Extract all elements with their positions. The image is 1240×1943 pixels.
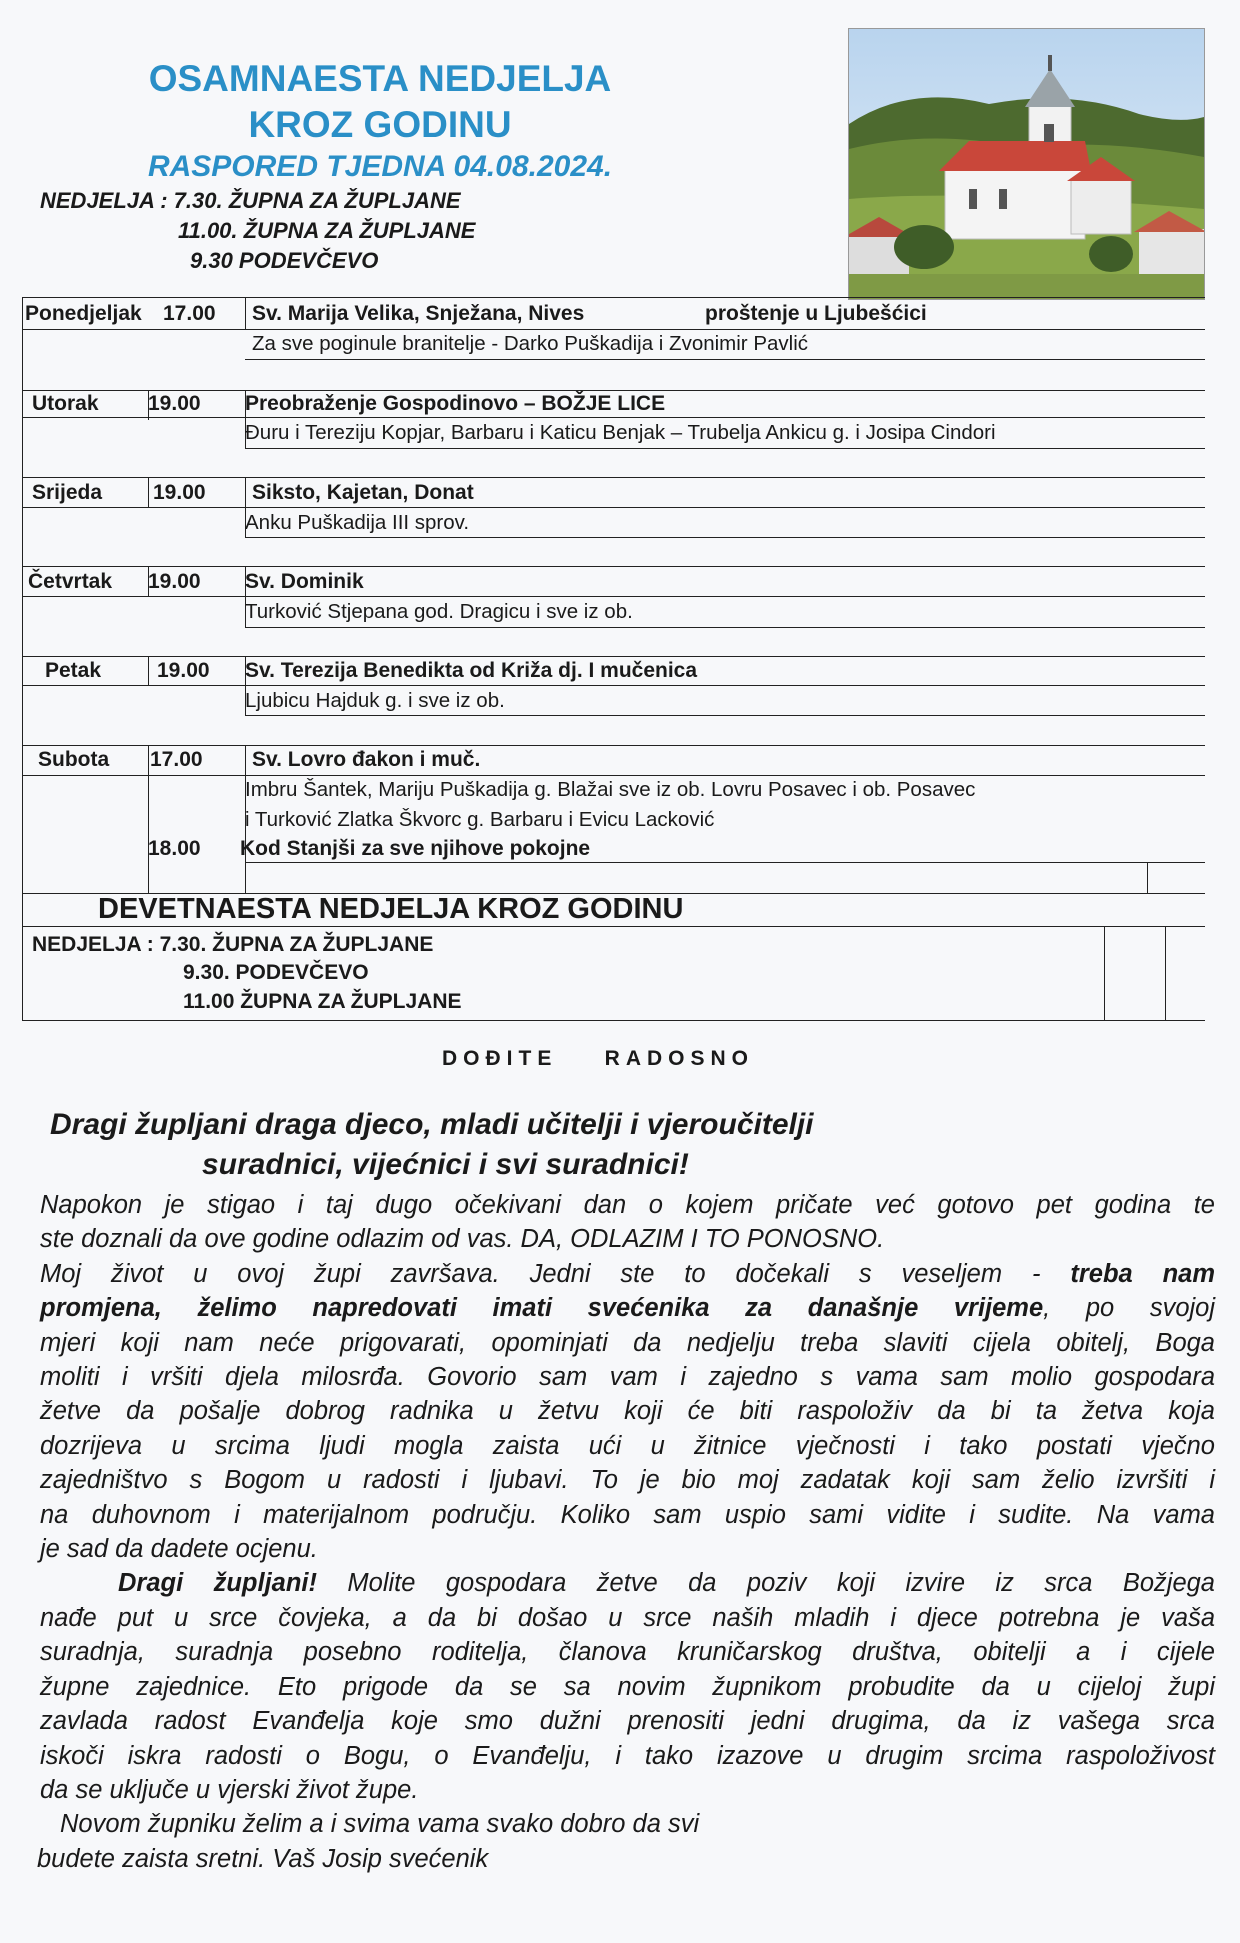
time-tuesday: 19.00: [148, 392, 201, 415]
time-wednesday: 19.00: [153, 481, 206, 504]
day-saturday: Subota: [38, 748, 110, 771]
letter-line: mjeri koji nam neće prigovarati, opominjati da nedjelju treba slaviti cijela obitelj, Boga: [40, 1328, 1215, 1357]
letter-line: da se uključe u vjerski život župe.: [40, 1775, 419, 1804]
letter-line: suradnja, suradnja posebno roditelja, članova kruničarskog društva, obitelji a i cijele: [40, 1638, 1215, 1667]
letter-line: dozrijeva u srcima ljudi mogla zaista ući u žitnice vječnosti i tako postati vječno: [40, 1431, 1215, 1460]
intention-tuesday: Đuru i Tereziju Kopjar, Barbaru i Katicu Benjak – Trubelja Ankicu g. i Josipa Cindori: [245, 421, 996, 444]
next-sunday-line3: 11.00 ŽUPNA ZA ŽUPLJANE: [183, 990, 462, 1013]
feast-wednesday: Siksto, Kajetan, Donat: [252, 481, 474, 504]
feast-saturday-extra: Kod Stanjši za sve njihove pokojne: [240, 837, 591, 860]
next-sunday-line2: 9.30. PODEVČEVO: [183, 961, 369, 984]
letter-line: [40, 1257, 1215, 1291]
time-thursday: 19.00: [148, 570, 201, 593]
letter-emphasis: treba nam: [1070, 1259, 1215, 1288]
feast-tuesday: Preobraženje Gospodinovo – BOŽJE LICE: [245, 392, 666, 415]
note-monday: proštenje u Ljubešćici: [705, 302, 927, 325]
letter-line: iskoči iskra radosti o Bogu, o Evanđelju, i tako izazove u drugim srcima raspoloživost: [40, 1741, 1215, 1770]
letter-line: Napokon je stigao i taj dugo očekivani dan o kojem pričate već gotovo pet godina te: [40, 1191, 1215, 1219]
letter-line: na duhovnom i materijalnom području. Koliko sam uspio sami vidite i sudite. Na vama: [40, 1500, 1215, 1529]
letter-line: zavlada radost Evanđelja koje smo dužni prenositi jedni drugima, da iz vašega srca: [40, 1707, 1215, 1736]
letter-line: nađe put u srce čovjeka, a da bi došao u srce naših mladih i djece potrebna je vaša: [40, 1603, 1215, 1632]
next-sunday-line1: NEDJELJA : 7.30. ŽUPNA ZA ŽUPLJANE: [32, 933, 434, 956]
letter-line: Novom župniku želim a i svima vama svako dobro da svi: [60, 1810, 700, 1839]
feast-thursday: Sv. Dominik: [245, 570, 364, 593]
letter-text: Moj život u ovoj župi završava. Jedni ste to dočekali s veseljem -: [40, 1259, 1041, 1288]
sunday-mass-line3: 9.30 PODEVČEVO: [190, 248, 379, 273]
letter-line: žetve da pošalje dobrog radnika u žetvu koji će biti raspoloživ da bi ta žetva koja: [40, 1397, 1215, 1426]
time-monday: 17.00: [163, 302, 216, 325]
page-title-line2: KROZ GODINU: [248, 104, 512, 145]
invite-text: DOĐITE RADOSNO: [442, 1047, 755, 1070]
letter-emphasis: promjena, želimo napredovati imati svećenika za današnje vrijeme: [40, 1294, 1044, 1323]
greeting-line2: suradnici, vijećnici i svi suradnici!: [202, 1148, 689, 1181]
letter-emphasis: Dragi župljani!: [118, 1569, 317, 1598]
letter-body: [37, 1188, 1216, 1876]
page-title-line1: OSAMNAESTA NEDJELJA: [148, 58, 612, 99]
sunday-mass-line2: 11.00. ŽUPNA ZA ŽUPLJANE: [178, 218, 476, 243]
intention-thursday: Turković Stjepana god. Dragicu i sve iz ob.: [245, 600, 633, 623]
letter-line: župne zajednice. Eto prigode da se sa novim župnikom probudite da u cijeloj župi: [40, 1672, 1215, 1701]
day-wednesday: Srijeda: [32, 481, 103, 504]
day-thursday: Četvrtak: [28, 570, 113, 593]
day-monday: Ponedjeljak: [25, 302, 142, 325]
intention-friday: Ljubicu Hajduk g. i sve iz ob.: [245, 689, 505, 712]
feast-friday: Sv. Terezija Benedikta od Križa dj. I mučenica: [245, 659, 698, 682]
letter-line: zajedništvo s Bogom u radosti i ljubavi. To je bio moj zadatak koji sam želio izvršiti i: [40, 1466, 1215, 1495]
time-saturday-extra: 18.00: [148, 837, 201, 860]
feast-saturday: Sv. Lovro đakon i muč.: [252, 748, 481, 771]
intention-wednesday: Anku Puškadija III sprov.: [245, 511, 470, 534]
greeting-line1: Dragi župljani draga djeco, mladi učitelji i vjeroučitelji: [50, 1108, 814, 1141]
day-tuesday: Utorak: [32, 392, 99, 415]
time-friday: 19.00: [157, 659, 210, 682]
letter-line: je sad da dadete ocjenu.: [40, 1535, 318, 1564]
letter-text: , po svojoj: [1043, 1294, 1216, 1323]
church-illustration: [849, 29, 1204, 299]
next-sunday-title: DEVETNAESTA NEDJELJA KROZ GODINU: [98, 893, 684, 925]
feast-monday: Sv. Marija Velika, Snježana, Nives: [252, 302, 585, 325]
intention-monday: Za sve poginule branitelje - Darko Puškadija i Zvonimir Pavlić: [252, 332, 809, 355]
intention-saturday-1: Imbru Šantek, Mariju Puškadija g. Blažai sve iz ob. Lovru Posavec i ob. Posavec: [245, 778, 976, 801]
sunday-mass-line1: NEDJELJA : 7.30. ŽUPNA ZA ŽUPLJANE: [40, 188, 461, 213]
letter-line: moliti i vršiti djela milosrđa. Govorio sam vam i zajedno s vama sam molio gospodara: [40, 1363, 1215, 1392]
letter-signature: budete zaista sretni. Vaš Josip svećenik: [37, 1844, 489, 1873]
church-photo: [848, 28, 1205, 300]
intention-saturday-2: i Turković Zlatka Škvorc g. Barbaru i Evicu Lacković: [245, 808, 715, 831]
letter-line: ste doznali da ove godine odlazim od vas. DA, ODLAZIM I TO PONOSNO.: [40, 1225, 885, 1254]
time-saturday: 17.00: [150, 748, 203, 771]
letter-line: [40, 1291, 1215, 1325]
letter-text: Molite gospodara žetve da poziv koji izvire iz srca Božjega: [317, 1569, 1215, 1598]
schedule-title: RASPORED TJEDNA 04.08.2024.: [147, 150, 613, 183]
day-friday: Petak: [45, 659, 102, 682]
letter-line: [40, 1566, 1215, 1600]
